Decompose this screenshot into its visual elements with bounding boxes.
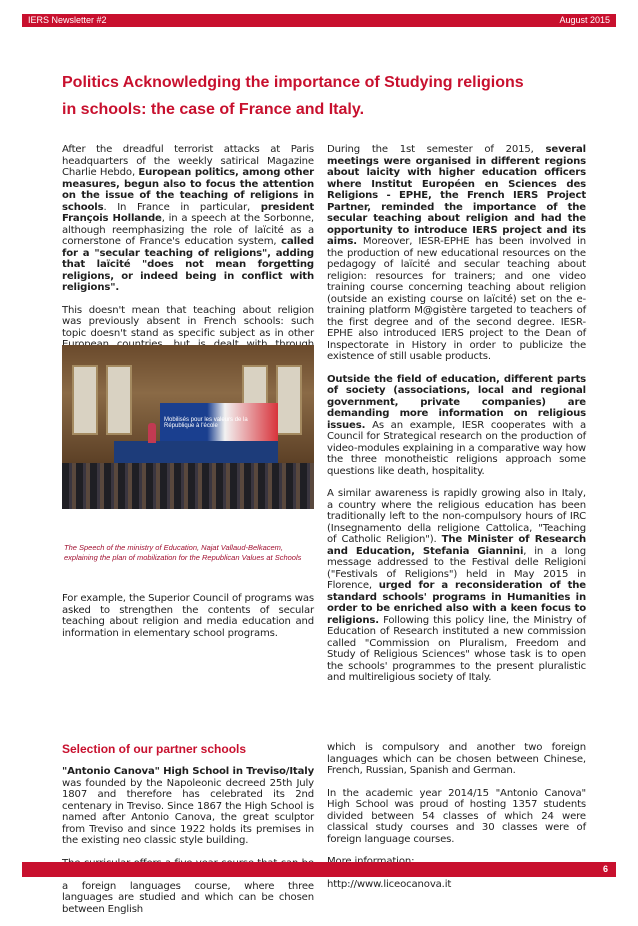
photo-window	[276, 365, 302, 435]
page-footer	[22, 862, 616, 877]
photo-speaker	[148, 423, 156, 443]
left-paragraph-3: For example, the Superior Council of programs was asked to strengthen the contents of secular teaching about religion and media education and information in elementary school programs.	[62, 593, 314, 639]
newsletter-name: IERS Newsletter #2	[28, 15, 107, 25]
article-title-line-1: Politics Acknowledging the importance of Studying religions	[62, 74, 524, 91]
right-column	[327, 144, 586, 695]
issue-date: August 2015	[559, 15, 610, 25]
photo-banner: Mobilisés pour les valeurs de la République à l'école	[160, 403, 278, 443]
right-paragraph-3: A similar awareness is rapidly growing also in Italy, a country where the religious education has been traditionally left to the non-compulsory hours of IRC (Insegnamento della religione Cattolica, "Teaching of Catholic Religion"). The Minister of Research and Education, Stefania Giannini, in a long message addressed to the Festival delle Religioni ("Festivals of Religions") held in May 2015 in Florence, urged for a reconsideration of the standard schools' programs in Humanities in order to be enriched also with a keen focus to religions. Following this policy line, the Ministry of Education of Research instituted a new commission called "Commission on Pluralism, Freedom and Study of Religious Sciences" whose task is to open the schools' programmes to the present pluralistic and multireligious society of Italy.	[327, 488, 587, 683]
school-paragraph-3: which is compulsory and another two foreign languages which can be chosen between Chinese, French, Russian, Spanish and German.	[327, 742, 586, 776]
header-strip	[22, 14, 616, 27]
right-paragraph-2: Outside the field of education, different parts of society (associations, local and regional government, private companies) are demanding more information on religious issues. As an example, IESR cooperates with a Council for Strategical research on the production of video-modules explaining in a comparative way how the three monotheistic religions approach some questions like death, hospitality.	[327, 373, 586, 477]
section-title: Selection of our partner schools	[62, 742, 247, 756]
school-website-link[interactable]: http://www.liceocanova.it	[327, 878, 452, 890]
left-paragraph-2: This doesn't mean that teaching about religion was previously absent in French schools: such topic doesn't stand as specific subject as in other	[62, 304, 314, 339]
photo-caption: The Speech of the ministry of Education, Najat Vallaud-Belkacem, explaining the plan of mobilization for the Republican Values at Schools	[64, 543, 302, 562]
left-paragraph-1: After the dreadful terrorist attacks at Paris headquarters of the weekly satirical Magazine Charlie Hebdo, European politics, among other measures, begun also to focus the attention on the issue of the teaching of religions in schools. In France in particular, president François Hollande, in a speech at the Sorbonne, although reemphasizing the role of laïcité as a cornerstone of France's education system, called for a "secular teaching of religions", adding that laïcité "does not mean forgetting religions, or indeed being in conflict with religions".	[62, 144, 314, 293]
left-column-continued	[62, 593, 314, 650]
photo-window	[106, 365, 132, 435]
school-paragraph-2: a foreign languages course, where three languages are studied and which can be chosen between English	[62, 880, 314, 915]
right-paragraph-1: During the 1st semester of 2015, several meetings were organised in different regions about laicity with higher education officers where Institut Européen en Sciences des Religions - EPHE, the French IERS Project Partner, reminded the importance of the secular teaching about religion and had the opportunity to introduce IERS project and its aims. Moreover, IESR-EPHE has been involved in the production of new educational resources on the pedagogy of laïcité and secular teaching about religion: resources for trainers; and one video training course concerning teaching about religion (outside an existing course on laïcité) set on the e-training platform M@gistère targeted to teachers of the first degree and of the second degree. IESR-EPHE also introduced IERS project to the Dean of Inspectorate in History in order to publicize the existence of still usable products.	[327, 144, 586, 362]
school-paragraph-1	[62, 766, 314, 847]
page-header	[0, 0, 638, 38]
article-title-line-2: in schools: the case of France and Italy.	[62, 101, 365, 118]
page-number: 6	[602, 864, 608, 874]
section-right-column	[327, 742, 586, 901]
photo-stage	[114, 441, 278, 463]
school-paragraph-4: In the academic year 2014/15 "Antonio Canova" High School was proud of hosting 1357 students divided between 54 classes of which 24 were classical study courses and 30 classes were of foreign language courses.	[327, 787, 586, 845]
conference-photo	[62, 345, 314, 578]
section-left-column	[62, 766, 314, 926]
school-history: was founded by the Napoleonic decreed 25th July 1807 and therefore has celebrated its 2nd centenary in Treviso. Since 1867 the High School is named after Antonio Canova, the great sculptor from Treviso and since 1922 holds its premises in the existing neo classic style building.	[62, 777, 314, 846]
article-title	[62, 69, 582, 123]
photo-audience	[62, 463, 314, 509]
school-name: "Antonio Canova" High School in Treviso/Italy	[62, 766, 314, 777]
photo-window	[72, 365, 98, 435]
